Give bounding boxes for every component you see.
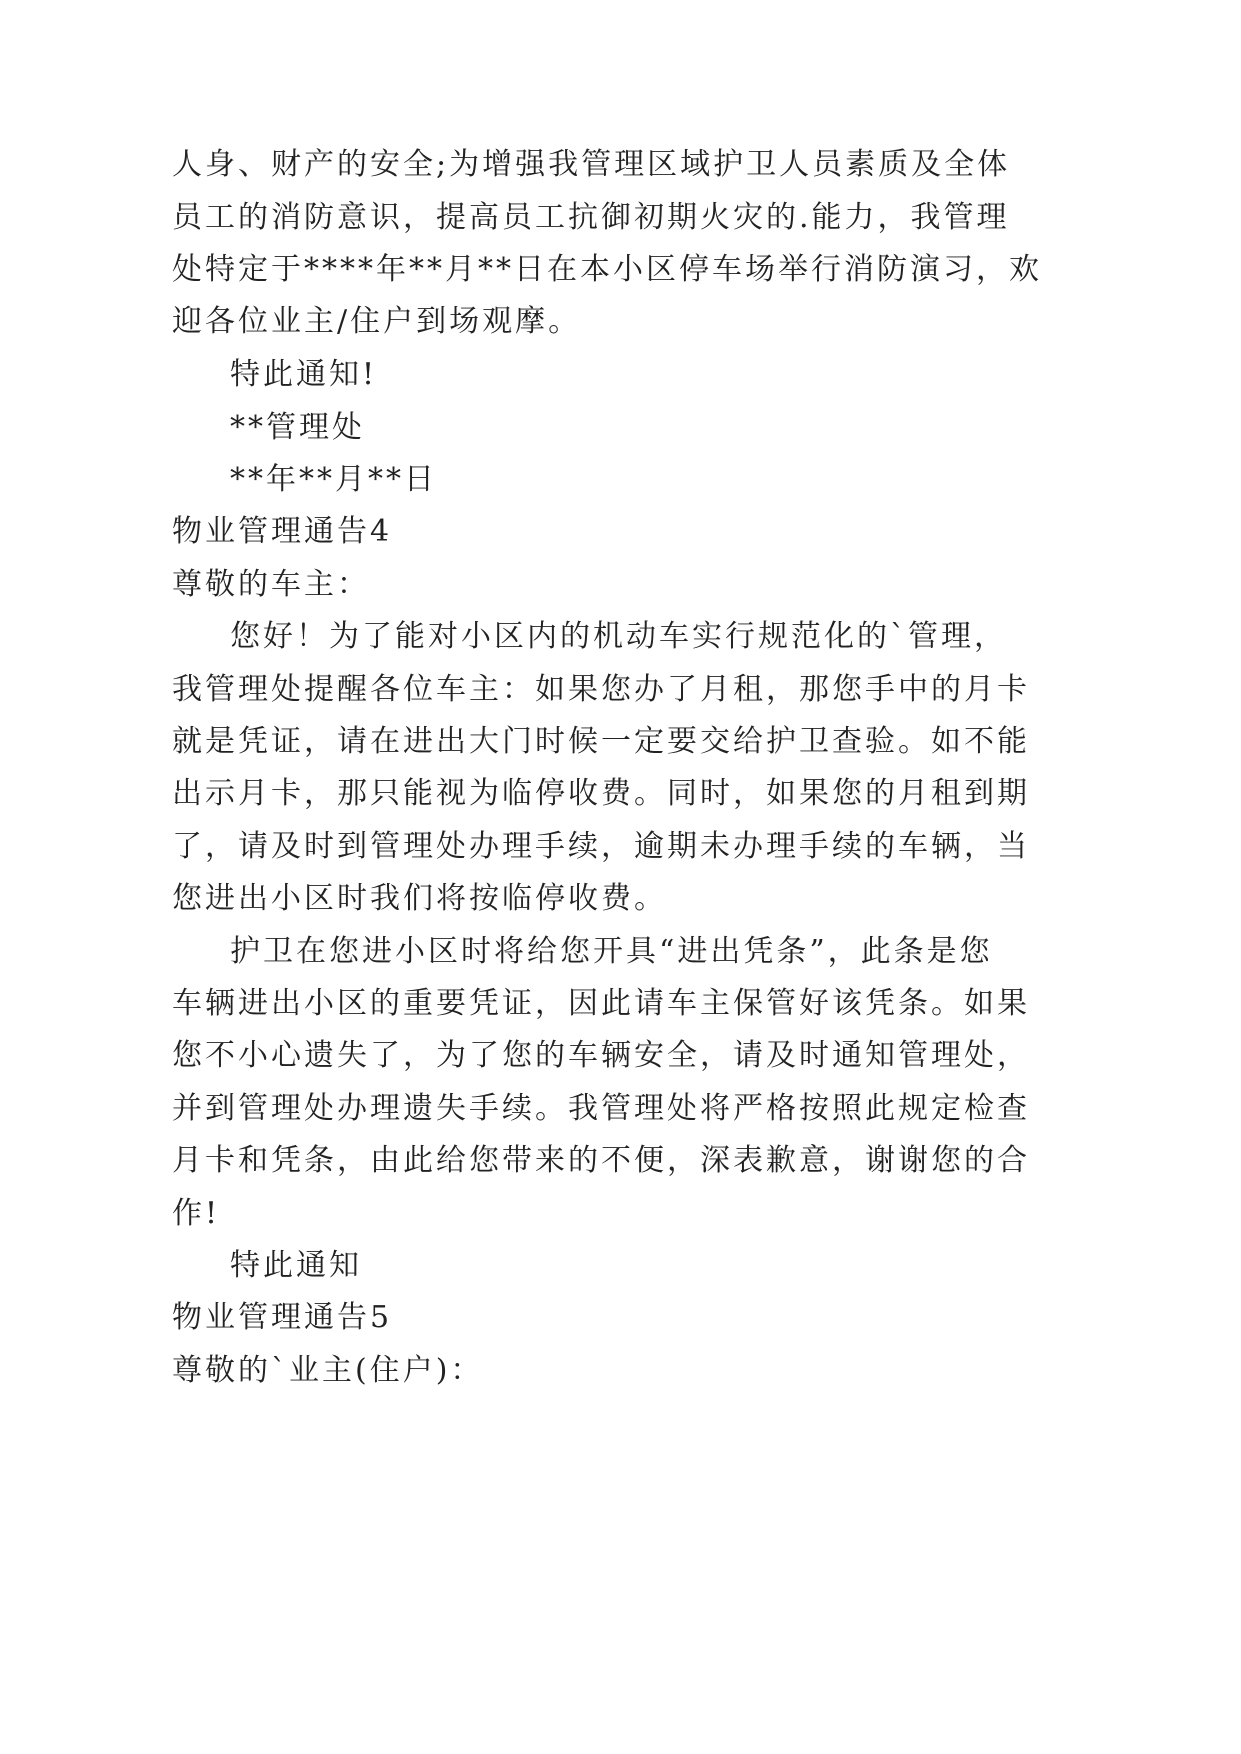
text-line: 人身、财产的安全;为增强我管理区域护卫人员素质及全体: [172, 147, 1011, 182]
text-line: 作!: [172, 1196, 221, 1231]
salutation: 尊敬的`业主(住户)：: [172, 1353, 484, 1388]
section-heading: 物业管理通告5: [172, 1300, 393, 1335]
text-line: 护卫在您进小区时将给您开具“进出凭条”，此条是您: [230, 934, 993, 969]
text-line: 员工的消防意识，提高员工抗御初期火灾的.能力，我管理: [172, 200, 1010, 235]
text-line: 我管理处提醒各位车主：如果您办了月租，那您手中的月卡: [172, 672, 1030, 707]
closing-notice: 特此通知!: [230, 357, 378, 392]
section-heading: 物业管理通告4: [172, 514, 393, 549]
salutation: 尊敬的车主：: [172, 567, 370, 602]
text-line: 出示月卡，那只能视为临停收费。同时，如果您的月租到期: [172, 776, 1030, 811]
text-line: 月卡和凭条，由此给您带来的不便，深表歉意，谢谢您的合: [172, 1143, 1030, 1178]
text-line: 并到管理处办理遗失手续。我管理处将严格按照此规定检查: [172, 1091, 1030, 1126]
text-line: 就是凭证，请在进出大门时候一定要交给护卫查验。如不能: [172, 724, 1030, 759]
signature-date: **年**月**日: [230, 462, 437, 497]
text-line: 您不小心遗失了，为了您的车辆安全，请及时通知管理处，: [172, 1038, 1030, 1073]
text-line: 车辆进出小区的重要凭证，因此请车主保管好该凭条。如果: [172, 986, 1030, 1021]
text-line: 您好！为了能对小区内的机动车实行规范化的`管理，: [230, 619, 1007, 654]
text-line: 您进出小区时我们将按临停收费。: [172, 881, 667, 916]
text-line: 处特定于****年**月**日在本小区停车场举行消防演习，欢: [172, 252, 1042, 287]
closing-notice: 特此通知: [230, 1248, 362, 1283]
text-line: 迎各位业主/住户到场观摩。: [172, 304, 582, 339]
text-line: 了，请及时到管理处办理手续，逾期未办理手续的车辆，当: [172, 829, 1030, 864]
signature-office: **管理处: [230, 410, 365, 445]
